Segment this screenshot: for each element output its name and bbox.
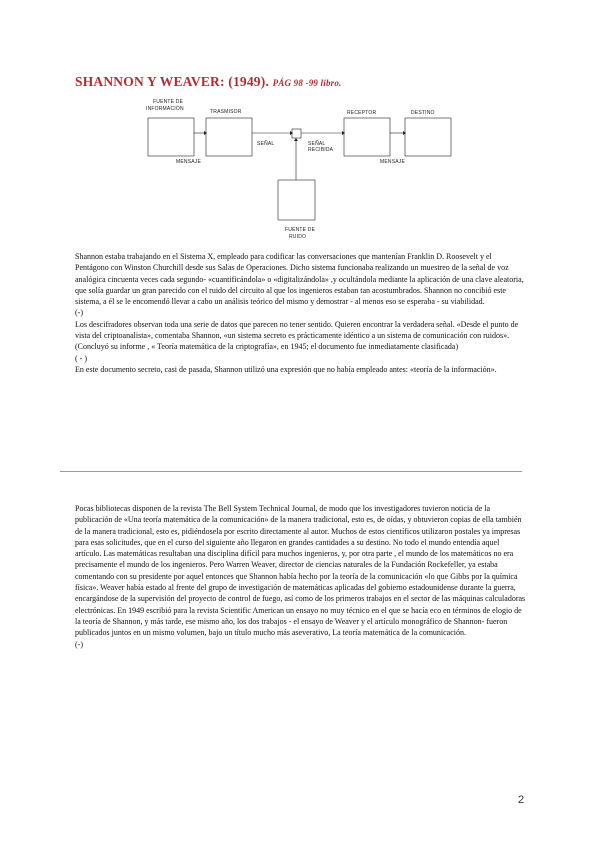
omission-mark: (-) [75, 639, 83, 649]
destination-box [405, 118, 451, 156]
label-signal: SEÑAL [257, 141, 275, 147]
communication-diagram [0, 0, 600, 250]
paragraph: Shannon estaba trabajando en el Sistema X, empleado para codificar las conversaciones que mantenían Franklin D. Roosevelt y el Pentágono con Winston Churchill desde sus Salas de Operaciones. Dicho sistema funcionaba realizando un muestreo de la señal de voz analógica cincuenta veces cada segundo- «cuantificándola» o «digitalizándola» ,y ocultándola mediante la aplicación de una clave aleatoria, que solía guardar un gran parecido con el ruido del circuito al que los ingenieros estaban tan acostumbrados. Shannon no concibió este sistema, a él se le encomendó llevar a cabo un análisis teórico del mismo y demostrar - al menos eso se esperaba - su viabilidad. [75, 252, 524, 307]
page-number: 2 [518, 794, 525, 806]
label-destination: DESTINO [411, 110, 435, 116]
label-received-signal-line1: SEÑAL [308, 141, 326, 147]
transmitter-box [206, 118, 252, 156]
noise-source-box [278, 180, 315, 220]
label-message-right: MENSAJE [380, 159, 406, 165]
label-noise-line2: RUIDO [289, 234, 307, 240]
source-box [148, 118, 194, 156]
omission-mark: ( - ) [75, 353, 87, 363]
label-receiver: RECEPTOR [347, 110, 377, 116]
label-noise-line1: FUENTE DE [285, 227, 316, 233]
title-reference: PÁG 98 -99 libro. [272, 78, 342, 88]
label-received-signal-line2: RECIBIDA [308, 147, 334, 153]
receiver-box [344, 118, 390, 156]
label-message-left: MENSAJE [176, 159, 202, 165]
section-two [75, 503, 527, 650]
label-source-line1: FUENTE DE [153, 99, 184, 105]
section-divider [60, 471, 522, 472]
label-source-line2: INFORMACIÓN [146, 106, 184, 112]
title-main: SHANNON Y WEAVER: (1949). [75, 74, 270, 89]
paragraph: En este documento secreto, casi de pasada, Shannon utilizó una expresión que no había empleado antes: «teoría de la información». [75, 364, 497, 374]
paragraph: Pocas bibliotecas disponen de la revista The Bell System Technical Journal, de modo que los investigadores tuvieron noticia de la publicación de «Una teoría matemática de la comunicación» de la manera tradicional, esto es, de oídas, y obtuvieron copias de ella también de la manera tradicional, esto es, pidiéndosela por escrito directamente al autor. Muchos de estos científicos utilizaron postales ya impresas para esas solicitudes, que en el curso del siguiente año llegaron en grandes cantidades a su destino. No todo el mundo entendía aquel artículo. Las matemáticas resultaban una disciplina difícil para muchos ingenieros, y, por otra parte , el mundo de los matemáticos no era precisamente el mundo de los ingenieros. Pero Warren Weaver, director de ciencias naturales de la Fundación Rockefeller, ya estaba comentando con su presidente por aquel entonces que Shannon había hecho por la teoría de la comunicación «lo que Gibbs por la química física». Weaver había estado al frente del grupo de investigación de matemáticas aplicadas del gobierno estadounidense durante la guerra, encargándose de la supervisión del proyecto de control de fuego, así como de los primeros trabajos en el sector de las máquinas calculadoras electrónicas. En 1949 escribió para la revista Scientific American un ensayo no muy técnico en el que se hacía eco en términos de elogio de la teoría de Shannon, y más tarde, ese mismo año, los dos trabajos - el ensayo de Weaver y el artículo monográfico de Shannon- fueron publicados juntos en un mismo volumen, bajo un título mucho más aseverativo, La teoría matemática de la comunicación. [75, 504, 526, 638]
label-transmitter: TRASMISOR [210, 109, 242, 115]
paragraph: Los descifradores observan toda una serie de datos que parecen no tener sentido. Quieren encontrar la verdadera señal. «Desde el punto de vista del criptoanalista», comentaba Shannon, «un sistema secreto es prácticamente idéntico a un sistema de comunicación con ruidos». (Concluyó su informe , « Teoría matemática de la criptografía», en 1945; el documento fue inmediatamente clasificada) [75, 319, 519, 352]
omission-mark: (-) [75, 308, 83, 318]
noise-junction-box [292, 129, 301, 138]
section-one [75, 251, 527, 375]
